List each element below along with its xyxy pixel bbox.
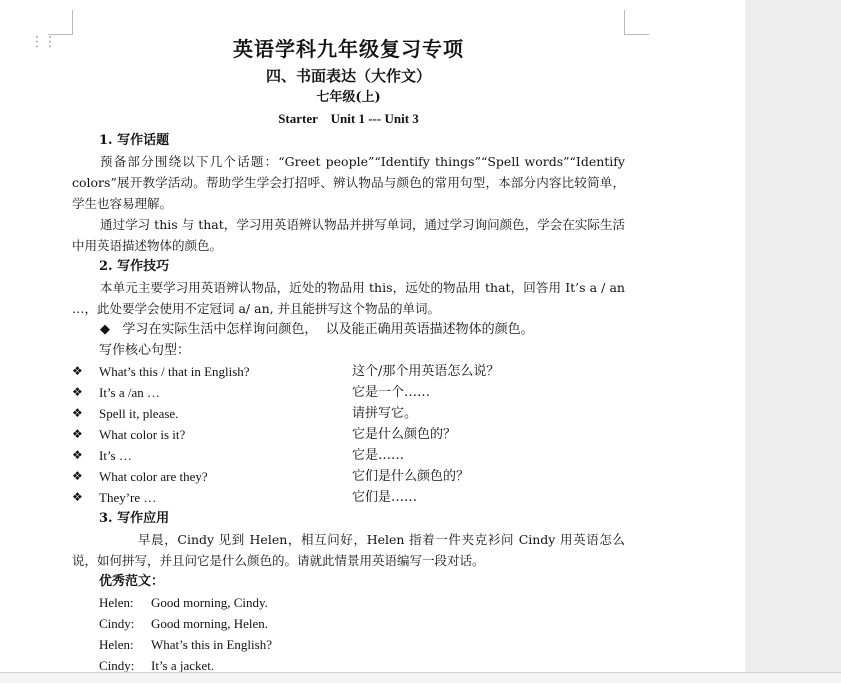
- diamond-bullet-icon: ❖: [72, 448, 83, 462]
- diamond-bullet-icon: ❖: [72, 427, 83, 441]
- status-bar: [0, 672, 841, 683]
- sentence-row: [72, 403, 625, 424]
- sample-essay-heading: 优秀范文：: [99, 574, 165, 589]
- dialogue-speaker: Helen:: [99, 595, 134, 610]
- sentence-english: It’s …: [99, 448, 132, 463]
- paragraph-this-that: 通过学习 this 与 that，学习用英语辨认物品并拼写单词，通过学习询问颜色，学会在实际生活中用英语描述物体的颜色。: [72, 217, 625, 253]
- diamond-bullet-icon: ❖: [72, 490, 83, 504]
- sentence-row: [72, 487, 625, 508]
- dialogue-line: [72, 655, 625, 672]
- diamond-bullet-icon: ❖: [72, 385, 83, 399]
- paragraph-skills: 本单元主要学习用英语辨认物品，近处的物品用 this，远处的物品用 that，回答用 It’s a / an …，此处要学会使用不定冠词 a/ an, 并且能拼写这个物品的单词。: [72, 280, 625, 316]
- sentence-english: They’re …: [99, 490, 157, 505]
- dialogue-line: [72, 613, 625, 634]
- sentence-english: What’s this / that in English?: [99, 364, 250, 379]
- sentence-row: [72, 445, 625, 466]
- units-heading: Starter Unit 1 --- Unit 3: [278, 111, 419, 126]
- dialogue-text: What’s this in English?: [151, 637, 272, 652]
- dialogue-text: Good morning, Cindy.: [151, 595, 268, 610]
- dialogue-speaker: Helen:: [99, 637, 134, 652]
- dialogue-text: It’s a jacket.: [151, 658, 215, 672]
- document-title: 英语学科九年级复习专项: [233, 37, 464, 61]
- diamond-bullet-icon: ❖: [72, 406, 83, 420]
- sentence-row: [72, 424, 625, 445]
- sentence-chinese: 这个/那个用英语怎么说？: [352, 364, 500, 379]
- sample-dialogue: [72, 592, 625, 672]
- dialogue-speaker: Cindy:: [99, 616, 135, 631]
- sentence-chinese: 它是……: [352, 448, 405, 463]
- sentence-chinese: 它们是什么颜色的？: [352, 469, 470, 484]
- sentence-row: [72, 466, 625, 487]
- diamond-bullet-icon: ❖: [72, 469, 83, 483]
- sentence-english: What color are they?: [99, 469, 208, 484]
- sentence-chinese: 它是一个……: [352, 385, 431, 400]
- paragraph-color-bullet: ◆ 学习在实际生活中怎样询问颜色， 以及能正确用英语描述物体的颜色。: [100, 322, 534, 337]
- sentence-row: [72, 382, 625, 403]
- document-subtitle: 四、书面表达（大作文）: [265, 67, 431, 85]
- paragraph-topics: 预备部分围绕以下几个话题：“Greet people”“Identify things”“Spell words”“Identify colors”展开教学活动。帮助学生学会打招呼、辨认物品与颜色的常用句型，本部分内容比较简单，学生也容易理解。: [72, 154, 625, 211]
- sentence-english: What color is it?: [99, 427, 186, 442]
- core-sentence-list: [72, 361, 625, 508]
- crop-mark-top-left: [48, 10, 73, 35]
- sentence-chinese: 它是什么颜色的？: [352, 427, 457, 442]
- sentence-row: [72, 361, 625, 382]
- dialogue-line: [72, 592, 625, 613]
- grade-heading: 七年级(上): [316, 90, 381, 105]
- canvas-margin: [745, 0, 841, 672]
- core-sentence-label: 写作核心句型：: [99, 343, 191, 358]
- sentence-chinese: 请拼写它。: [352, 406, 418, 421]
- sentence-chinese: 它们是……: [352, 490, 418, 505]
- diamond-bullet-icon: ❖: [72, 364, 83, 378]
- section-heading-application: 3. 写作应用: [99, 511, 170, 526]
- dialogue-speaker: Cindy:: [99, 658, 135, 672]
- dialogue-line: [72, 634, 625, 655]
- dialogue-text: Good morning, Helen.: [151, 616, 268, 631]
- crop-mark-top-right: [624, 10, 649, 35]
- section-heading-skills: 2. 写作技巧: [99, 259, 170, 274]
- sentence-english: It’s a /an …: [99, 385, 161, 400]
- section-heading-topics: 1. 写作话题: [99, 133, 170, 148]
- sentence-english: Spell it, please.: [99, 406, 179, 421]
- document-content: [72, 34, 625, 672]
- paragraph-application: 早晨，Cindy 见到 Helen，相互问好，Helen 指着一件夹克衫问 Cindy 用英语怎么说，如何拼写，并且问它是什么颜色的。请就此情景用英语编写一段对话。: [72, 532, 625, 568]
- drag-handle-icon[interactable]: ⋮⋮: [30, 34, 56, 50]
